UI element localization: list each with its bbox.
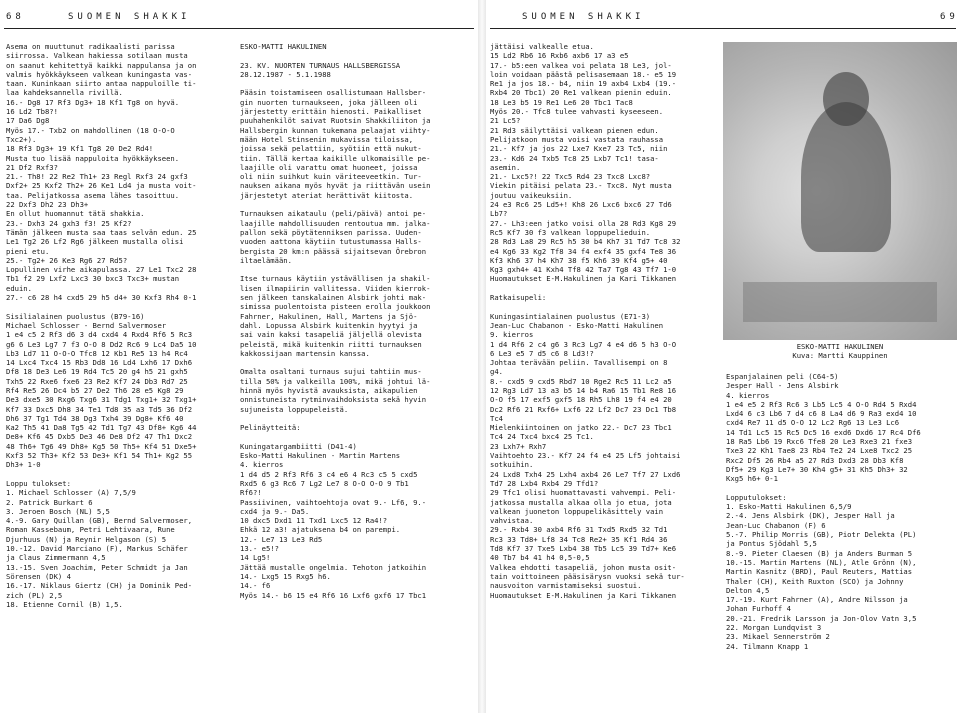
text-line: pallon sekä pöytätenniksen parissa. Uuden-	[240, 227, 422, 237]
text-line: 8.-9. Pieter Claesen (B) ja Anders Burman 5	[726, 548, 913, 558]
text-line: tiin. Tällä kertaa kaikille ulkomaisille pe-	[240, 153, 431, 163]
text-line: Jean-Luc Chabanon - Esko-Matti Hakulinen	[490, 320, 664, 330]
text-line	[240, 414, 476, 423]
text-line	[490, 284, 718, 293]
text-line: on saanut kehitettyä kaikki nappulansa ja on	[6, 60, 197, 70]
text-line: Pelinäytteitä:	[240, 423, 301, 433]
text-line: Rf4 Re5 26 Dc4 b5 27 De2 Th6 28 e5 Kg8 29	[6, 385, 184, 395]
text-line: järjestetty erittäin hienosti. Paikalliset	[240, 107, 422, 117]
portrait-photo	[723, 42, 957, 340]
left-column-2	[240, 42, 476, 710]
text-line: 18 Ra5 Lb6 19 Rxc6 Tfe8 20 Le3 Rxe3 21 fxe3	[726, 437, 913, 447]
text-line	[240, 358, 476, 367]
text-line: 1 e4 c5 2 Rf3 d6 3 d4 cxd4 4 Rxd4 Rf6 5 Rc3	[6, 330, 193, 340]
text-line: Tämän jälkeen musta saa taas selvän edun. 25	[6, 227, 197, 237]
text-line: De8+ Kf6 45 Dxb5 De3 46 De8 Df2 47 Th1 Dxc2	[6, 432, 193, 442]
text-line: 25.- Tg2+ 26 Ke3 Rg6 27 Rd5?	[6, 255, 128, 265]
text-line: 6 Le3 e5 7 d5 c6 8 Ld3!?	[490, 348, 594, 358]
text-line: kakkossijaan martensin kanssa.	[240, 348, 370, 358]
text-line: 1. Michael Schlosser (A) 7,5/9	[6, 488, 136, 498]
text-line	[6, 470, 234, 479]
text-line: 40 Tb7 b4 41 h4 0,5-0,5	[490, 553, 590, 563]
text-line: Kf7 33 Dxc5 Dh8 34 Te1 Td8 35 a3 Td5 36 Df2	[6, 404, 193, 414]
text-line: 18 Rf3 Dg3+ 19 Kf1 Tg8 20 De2 Rd4!	[6, 144, 154, 154]
text-line: Djurhuus (N) ja Reynir Helgason (S) 5	[6, 534, 167, 544]
text-line: 13.- e5!?	[240, 544, 279, 554]
text-line: Tc4 24 Txc4 bxc4 25 Tc1.	[490, 432, 594, 442]
text-line: Td8 Kf7 37 Txe5 Lxb4 38 Tb5 Lc5 39 Td7+ Ke6	[490, 544, 677, 554]
text-line: Kxg5 h6+ 0-1	[726, 474, 778, 484]
text-line: simissa puolentoista pisteen erolla joukkoon	[240, 302, 431, 312]
text-line: 18 Le3 b5 19 Re1 Le6 20 Tbc1 Tac8	[490, 97, 633, 107]
text-line: Lb3 Ld7 11 O-O-O Tfc8 12 Kb1 Re5 13 h4 Rc4	[6, 348, 188, 358]
text-line: Roman Kassebaum, Petri Lehtivaara, Rune	[6, 525, 175, 535]
text-line: sujuneista loppupeleistä.	[240, 404, 349, 414]
text-line: Lxd4 6 c3 Lb6 7 d4 c6 8 La4 d6 9 Ra3 exd4 10	[726, 409, 917, 419]
text-line: ESKO-MATTI HAKULINEN	[240, 42, 327, 51]
text-line: asemin.	[490, 162, 521, 172]
text-line: Turnauksen aikataulu (peli/päivä) antoi pe-	[240, 209, 427, 219]
text-line: jättäisi valkealle etua.	[490, 42, 594, 51]
text-line: Thaler (CH), Keith Ruxton (SCO) ja Johnny	[726, 576, 904, 586]
text-line	[240, 432, 476, 441]
text-line: e4 Kg6 33 Kg2 Tf8 34 f4 exf4 35 gxf4 Te8 36	[490, 246, 677, 256]
text-line: 14.- Lxg5 15 Rxg5 h6.	[240, 571, 331, 581]
text-line: Jean-Luc Chabanon (F) 6	[726, 520, 826, 530]
text-line: Df8 18 De3 Le6 19 Rd4 Tc5 20 g4 h5 21 gxh5	[6, 367, 188, 377]
text-line: laa kahdeksannella rivillä.	[6, 88, 123, 98]
header-rule	[4, 28, 474, 29]
text-line: g4.	[490, 367, 503, 377]
text-line: Jesper Hall - Jens Alsbirk	[726, 381, 839, 391]
text-line: Huomautukset E-M.Hakulinen ja Kari Tikkanen	[490, 590, 677, 600]
page-number: 68	[6, 12, 25, 22]
text-line: 1. Esko-Matti Hakulinen 6,5/9	[726, 502, 852, 512]
text-line: Ehkä 12 a3! ajatuksena b4 on parempi.	[240, 525, 401, 535]
text-line: onnistuneista rytminvaihdoksista sekä hyvin	[240, 395, 427, 405]
text-line: 1 e4 e5 2 Rf3 Rc6 3 Lb5 Lc5 4 O-O Rd4 5 Rxd4	[726, 399, 917, 409]
text-line: Txh5 22 Rxe6 fxe6 23 Re2 Kf7 24 Db3 Rd7 25	[6, 376, 188, 386]
text-line: 17 Da6 Dg8	[6, 116, 50, 126]
text-line: g6 6 Le3 Lg7 7 f3 O-O 8 Dd2 Rc6 9 Lc4 Da5 10	[6, 339, 197, 349]
text-line: Pääsin toistamiseen osallistumaan Hallsber-	[240, 88, 427, 98]
text-line: 21 Lc5?	[490, 116, 521, 126]
text-line	[6, 302, 234, 311]
text-line: 18. Etienne Cornil (B) 1,5.	[6, 599, 123, 609]
text-line: 4.-9. Gary Quillan (GB), Bernd Salvermoser,	[6, 516, 193, 526]
text-line: 12 Rg3 Ld7 13 a3 b5 14 b4 Ra6 15 Tb1 Re8 16	[490, 385, 677, 395]
text-line: 17.-19. Kurt Fahrner (A), Andre Nilsson ja	[726, 595, 908, 605]
text-line: Esko-Matti Hakulinen - Martin Martens	[240, 451, 401, 461]
text-line: vahvistaa.	[490, 516, 534, 526]
text-line: Kf3 Kh6 37 h4 Kh7 38 f5 Kh6 39 Kf4 g5+ 40	[490, 255, 668, 265]
text-line: taan. Kuninkaan siirto antaa nappuloille ti-	[6, 79, 197, 89]
text-line: Rxc2 Df5 26 Rb4 a5 27 Rd3 Dxd3 28 Db3 Kf8	[726, 455, 904, 465]
text-line: Rf6?!	[240, 488, 262, 498]
text-line: Lopullinen virhe aikapulassa. 27 Le1 Txc2 28	[6, 265, 197, 275]
text-line: Myös 17.- Txb2 on mahdollinen (18 O-O-O	[6, 125, 175, 135]
text-line: 29.- Rxb4 30 axb4 Rf6 31 Txd5 Rxd5 32 Td1	[490, 525, 668, 535]
text-line: 5.-7. Philip Morris (GB), Piotr Delekta (PL)	[726, 530, 917, 540]
text-line: Jättää mustalle ongelmia. Tehoton jatkoihin	[240, 562, 427, 572]
text-line: 24 e3 Rc6 25 Ld5+! Kh8 26 Lxc6 bxc6 27 Td6	[490, 200, 672, 210]
text-line: puuhahenkilöt saivat Ruotsin Shakkiliiton ja	[240, 116, 431, 126]
text-line: iltaelämään.	[240, 255, 292, 265]
text-line: 8.- cxd5 9 cxd5 Rbd7 10 Rge2 Rc5 11 Lc2 a5	[490, 376, 672, 386]
text-line: tain voittoineen pääsisärysn vuoksi sekä tur-	[490, 571, 685, 581]
text-line: 13.-15. Sven Joachim, Peter Schmidt ja Jan	[6, 562, 188, 572]
text-line: Pelijatkoon musta voisi vastata rauhassa	[490, 134, 664, 144]
text-line: Sörensen (DK) 4	[6, 571, 71, 581]
page-number: 69	[940, 12, 959, 22]
text-line: 27.- c6 28 h4 cxd5 29 h5 d4+ 30 Kxf3 Rh4 0-1	[6, 293, 197, 303]
text-line: 1 d4 d5 2 Rf3 Rf6 3 c4 e6 4 Rc3 c5 5 cxd5	[240, 469, 418, 479]
player-head	[823, 72, 869, 126]
text-line: peleistä, mikä kuitenkin riitti turnauksen	[240, 339, 422, 349]
text-line: sai vain kaksi tasapeliä jäljellä olevista	[240, 330, 422, 340]
text-line: 24 Lxd8 Txh4 25 Lxh4 axb4 26 Le7 Tf7 27 Lxd6	[490, 469, 681, 479]
text-line: valkean juoneton loppupelikäsittely vain	[490, 506, 664, 516]
text-line: vuoden aattona käytiin tutustumassa Halls-	[240, 237, 422, 247]
text-line: Espanjalainen peli (C64-5)	[726, 372, 839, 381]
text-line: 3. Jeroen Bosch (NL) 5,5	[6, 506, 110, 516]
right-page	[486, 0, 960, 713]
text-line: Viekin pitäisi pelata 23.- Txc8. Nyt musta	[490, 181, 672, 191]
text-line: 17.- b5:een valkea voi pelata 18 Le3, jol-	[490, 60, 672, 70]
text-line: 22 Dxf3 Dh2 23 Dh3+	[6, 200, 89, 210]
text-line: cxd4 ja 9.- Da5.	[240, 506, 310, 516]
text-line: bergista 20 km:n päässä sijaitsevan Örebron	[240, 246, 427, 256]
text-line: Dh6 37 Tg1 Td4 38 Dg3 Txh4 39 Dg8+ Kf6 40	[6, 413, 184, 423]
text-line: 16.-17. Niklaus Giertz (CH) ja Dominik Ped-	[6, 581, 193, 591]
text-line: nausvoiton varmistamiseksi suostui.	[490, 581, 642, 591]
text-line: Myös 20.- Tfc8 tulee vahvasti kyseeseen.	[490, 107, 664, 117]
text-line: 14 Lg5!	[240, 553, 271, 563]
text-line: Re1 ja jos 18.- b4, niin 19 axb4 Lxb4 (19.-	[490, 79, 677, 89]
text-line: 15 Ld2 Rb6 16 Rxb6 axb6 17 a3 e5	[490, 51, 629, 61]
text-line	[240, 265, 476, 274]
text-line: 16 Ld2 Tb8?!	[6, 107, 58, 117]
text-line: Lb7?	[490, 209, 508, 219]
text-line: jatkossa mustalla alkaa olla jo etua, jota	[490, 497, 672, 507]
text-line: joissa sekä pelattiin, syötiin että nukut-	[240, 144, 422, 154]
header-rule	[490, 28, 956, 29]
text-line: Tc4	[490, 413, 503, 423]
text-line: eduin.	[6, 283, 32, 293]
text-line: 48 Th6+ Tg6 49 Dh8+ Kg5 50 Th5+ Kf4 51 Dxe5+	[6, 441, 197, 451]
text-line: Tb1 f2 29 Lxf2 Lxc3 30 bxc3 Txc3+ mustan	[6, 274, 180, 284]
text-line: lisen ilmapiirin vallitessa. Viiden kierrok-	[240, 283, 431, 293]
text-line: 9. kierros	[490, 330, 534, 340]
text-line: Lopputulokset:	[726, 492, 787, 502]
text-line: 29 Tfc1 olisi huomattavasti vahvempi. Peli-	[490, 488, 677, 498]
text-line: Myös 14.- b6 15 e4 Rf6 16 Lxf6 gxf6 17 Tbc1	[240, 590, 427, 600]
text-line: 28 Rd3 La8 29 Rc5 h5 30 b4 Kh7 31 Td7 Tc8 32	[490, 237, 681, 247]
text-line: 14 Td1 Lc5 15 Rc5 Dc5 16 exd6 Dxd6 17 Rc4 Df6	[726, 427, 921, 437]
text-line: pieni etu.	[6, 246, 50, 256]
text-line: zich (PL) 2,5	[6, 590, 63, 600]
text-line: De3 dxe5 30 Rxg6 Txg6 31 Tdg1 Txg1+ 32 Txg1+	[6, 395, 197, 405]
text-line: Sisilialainen puolustus (B79-16)	[6, 311, 145, 321]
text-line: nauksen aikana myös hyvät ja riittävän usein	[240, 181, 431, 191]
text-line: Rxd5 6 g3 Rc6 7 Lg2 Le7 8 O-O O-O 9 Tb1	[240, 478, 409, 488]
text-line: 23.- Dxh3 24 gxh3 f3! 25 Kf2?	[6, 218, 132, 228]
text-line: 14.- f6	[240, 581, 271, 591]
text-line: Musta tuo lisää nappuloita hyökkäykseen.	[6, 153, 180, 163]
text-line	[240, 51, 476, 60]
text-line: valmis hyökkäykseen valkean kuningasta vas-	[6, 69, 193, 79]
text-line: 21.- Th8! 22 Re2 Th1+ 23 Regl Rxf3 24 gxf3	[6, 172, 188, 182]
text-line: laajille oli varattu omat huoneet, joissa	[240, 162, 418, 172]
text-line: Michael Schlosser - Bernd Salvermoser	[6, 320, 167, 330]
text-line: Omalta osaltani turnaus sujui tahtiin mus-	[240, 367, 422, 377]
text-line: siirrossa. Valkean hakiessa sotilaan musta	[6, 51, 188, 61]
text-line: 2.-4. Jens Alsbirk (DK), Jesper Hall ja	[726, 511, 895, 521]
text-line: Dxf2+ 25 Kxf2 Th2+ 26 Ke1 Ld4 ja musta voit-	[6, 181, 197, 191]
text-line: Ratkaisupeli:	[490, 293, 547, 303]
text-line: 16.- Dg8 17 Rf3 Dg3+ 18 Kf1 Tg8 on hyvä.	[6, 97, 180, 107]
text-line	[490, 302, 718, 311]
text-line: 12.- Le7 13 Le3 Rd5	[240, 534, 323, 544]
chessboard	[743, 282, 937, 322]
text-line: Johan Furhoff 4	[726, 604, 791, 614]
text-line: 21.- Lxc5?! 22 Txc5 Rd4 23 Txc8 Lxc8?	[490, 172, 651, 182]
text-line: tilla 50% ja valkeilla 100%, mikä johtui lä-	[240, 376, 431, 386]
text-line: Rxb4 20 Tbc1) 20 Re1 valkean pienin eduin.	[490, 88, 672, 98]
page-header: SUOMEN SHAKKI	[522, 12, 645, 22]
text-line: 4. kierros	[240, 460, 284, 470]
text-line: Huomautukset E-M.Hakulinen ja Kari Tikkanen	[490, 274, 677, 284]
text-line: Johtaa terävään peliin. Tavallisempi on 8	[490, 358, 668, 368]
text-line: Txe3 22 Kh1 Tae8 23 Rb4 Te2 24 Lxe8 Txc2 25	[726, 446, 913, 456]
text-line: En ollut huomannut tätä shakkia.	[6, 209, 145, 219]
text-line: Dh3+ 1-0	[6, 460, 41, 470]
page-header: SUOMEN SHAKKI	[68, 12, 191, 22]
text-line: Rc3 33 Td8+ Lf8 34 Tc8 Re2+ 35 Kf1 Rd4 36	[490, 534, 668, 544]
text-line: Delton 4,5	[726, 585, 770, 595]
text-line: Passiivinen, vaihtoehtoja ovat 9.- Lf6, 9.-	[240, 497, 427, 507]
left-page	[0, 0, 478, 713]
text-line: järjestetyt ateriat herättivät kiitosta.	[240, 190, 414, 200]
text-line: Txc2+).	[6, 134, 37, 144]
text-line: Td7 28 Lxb4 Rxb4 29 Tfd1?	[490, 478, 599, 488]
text-line: Le1 Tg2 26 Lf2 Rg6 jälkeen mustalla olisi	[6, 237, 184, 247]
text-line: 23. Mikael Sennerström 2	[726, 632, 830, 642]
text-line: 1 d4 Rf6 2 c4 g6 3 Rc3 Lg7 4 e4 d6 5 h3 O-O	[490, 339, 677, 349]
text-line: Kg3 gxh4+ 41 Kxh4 Tf8 42 Ta7 Tg8 43 Tf7 1-0	[490, 265, 677, 275]
right-column-1	[490, 42, 718, 710]
text-line: 14 Lxc4 Txc4 15 Rb3 Dd8 16 Ld4 Lxh6 17 Dxh6	[6, 358, 193, 368]
text-line: 20.-21. Fredrik Larsson ja Jon-Olov Vatn 3,5	[726, 613, 917, 623]
text-line: Valkea ehdotti tasapeliä, johon musta osit-	[490, 562, 677, 572]
left-column-1	[6, 42, 234, 710]
text-line: 22. Morgan Lundqvist 3	[726, 623, 822, 633]
text-line: loin voidaan päästä pelisasemaan 18.- e5 19	[490, 69, 677, 79]
text-line: sen jälkeen tanskalainen Alsbirk johti mak-	[240, 293, 427, 303]
text-line: Loppu tulokset:	[6, 478, 71, 488]
text-line: Df5+ 29 Kg3 Le7+ 30 Kh4 g5+ 31 Kh5 Dh3+ 32	[726, 464, 908, 474]
text-line: Kxf3 52 Th3+ Kf2 53 De3+ Kf1 54 Th1+ Kg2 55	[6, 451, 193, 461]
text-line: Hallsbergin kunnan tukemana pelaajat viihty-	[240, 125, 431, 135]
text-line: Itse turnaus käytiin ystävällisen ja shakil-	[240, 274, 431, 284]
text-line: 24. Tilmann Knapp 1	[726, 641, 809, 651]
text-line: Ka2 Th5 41 Da8 Tg5 42 Td1 Tg7 43 Df8+ Kg6 44	[6, 423, 197, 433]
text-line: Rc5 Kf7 30 f3 valkean loppupelieduin.	[490, 227, 651, 237]
text-line: 10.-12. David Marciano (F), Markus Schäfer	[6, 544, 188, 554]
text-line: 27.- Lh3:een jatko voisi olla 28 Rd3 Kg8 29	[490, 218, 677, 228]
text-line: ja Claus Zimmermann 4,5	[6, 553, 106, 563]
text-line: hinnä myös hyvistä avauksista, aikapulien	[240, 385, 418, 395]
text-line: laajille mahdollisuuden rentoutua mm. jalka-	[240, 218, 431, 228]
text-line	[240, 200, 476, 209]
text-line: 28.12.1987 - 5.1.1988	[240, 69, 331, 79]
text-line: Fahrner, Hakulinen, Hall, Martens ja Sjö-	[240, 311, 418, 321]
text-line	[726, 484, 958, 493]
text-line: Asema on muuttunut radikaalisti parissa	[6, 42, 175, 51]
text-line: cxd4 Re7 11 d5 O-O 12 Lc2 Rg6 13 Le3 Lc6	[726, 418, 900, 428]
right-column-2	[726, 372, 958, 710]
text-line: mään Hotel Stinsenin mukavissa tiloissa,	[240, 134, 414, 144]
text-line: Vaihtoehto 23.- Kf7 24 f4 e4 25 Lf5 johtaisi	[490, 451, 681, 461]
text-line: 2. Patrick Burkart 6	[6, 497, 93, 507]
text-line: 10 dxc5 Dxd1 11 Txd1 Lxc5 12 Ra4!?	[240, 516, 388, 526]
text-line: sotkuihin.	[490, 460, 534, 470]
text-line: 4. kierros	[726, 390, 770, 400]
text-line: O-O f5 17 exf5 gxf5 18 Rh5 Lh8 19 f4 e4 20	[490, 395, 672, 405]
text-line: taa. Pelijatkossa asema lähes tasoittuu.	[6, 190, 180, 200]
text-line: Martin Kasnitz (BRD), Paul Reuters, Mattias	[726, 567, 913, 577]
text-line: 21 Rd3 säilyttäisi valkean pienen edun.	[490, 125, 659, 135]
text-line: 23.- Kd6 24 Txb5 Tc8 25 Lxb7 Tc1! tasa-	[490, 153, 659, 163]
text-line: joutuu vaikeuksiin.	[490, 190, 573, 200]
text-line	[240, 79, 476, 88]
photo-caption: ESKO-MATTI HAKULINEN Kuva: Martti Kauppinen	[792, 342, 888, 361]
text-line: Dc2 Rf6 21 Rxf6+ Lxf6 22 Lf2 Dc7 23 Dc1 Tb8	[490, 404, 677, 414]
text-line: 23 Lxh7+ Rxh7	[490, 441, 547, 451]
book-gutter	[478, 0, 486, 713]
text-line: Mielenkiintoinen on jatko 22.- Dc7 23 Tbc1	[490, 423, 672, 433]
text-line: 10.-15. Martin Martens (NL), Atle Grönn (N),	[726, 557, 917, 567]
text-line: gin nuorten turnaukseen, joka jälleen oli	[240, 97, 418, 107]
text-line: 21.- Kf7 ja jos 22 Lxe7 Kxe7 23 Tc5, niin	[490, 144, 668, 154]
text-line: 21 Df2 Rxf3?	[6, 162, 58, 172]
text-line: Kuningasintialainen puolustus (E71-3)	[490, 311, 651, 321]
text-line: oli niin suihkut kuin väriteeveetkin. Tur-	[240, 172, 422, 182]
text-line: Kuningatargambiitti (D41-4)	[240, 441, 357, 451]
text-line: ja Pontus Sjödahl 5,5	[726, 539, 817, 549]
text-line: dahl. Lopussa Alsbirk kuitenkin hyytyi ja	[240, 320, 418, 330]
text-line: 23. KV. NUORTEN TURNAUS HALLSBERGISSA	[240, 60, 401, 70]
